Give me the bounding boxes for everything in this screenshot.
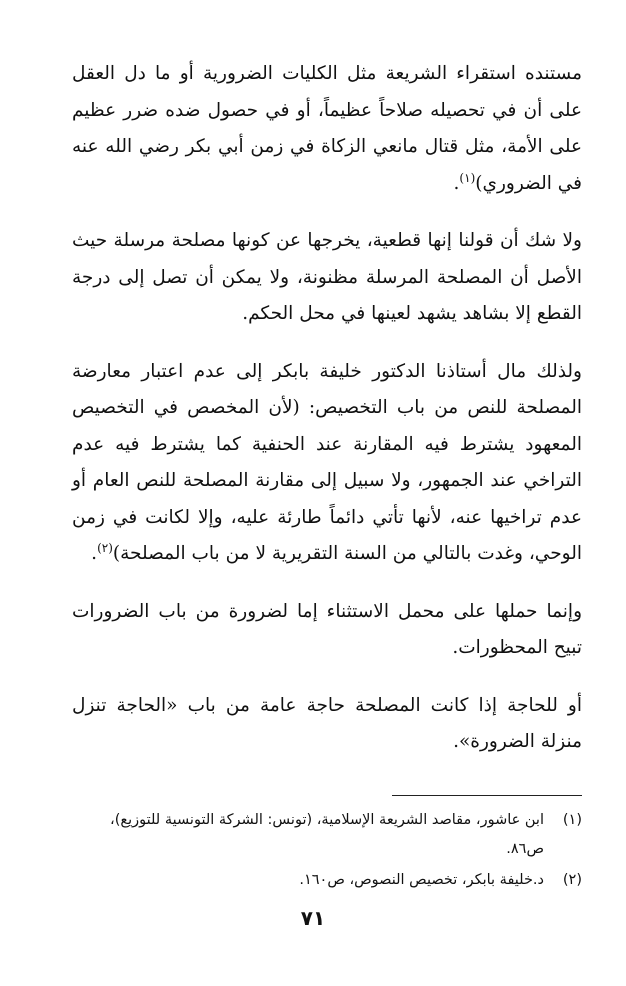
footnote-divider [392,795,582,796]
paragraph-4-text: وإنما حملها على محمل الاستثناء إما لضرورة من باب الضرورات تبيح المحظورات. [72,600,582,658]
paragraph-2 [72,223,582,333]
paragraph-1-text: مستنده استقراء الشريعة مثل الكليات الضرورية أو ما دل العقل على أن في تحصيله صلاحاً عظيماً، أو في حصول ضده ضرر عظيم على الأمة، مثل قتال مانعي الزكاة في زمن أبي بكر رضي الله عنه في الضروري) [72,63,582,194]
page-number: ٧١ [300,906,326,930]
footnote-1 [72,806,582,864]
page-body [72,56,582,782]
paragraph-3 [72,354,582,573]
paragraph-3-text: ولذلك مال أستاذنا الدكتور خليفة بابكر إلى عدم اعتبار معارضة المصلحة للنص من باب التخصيص: (لأن المخصص في التخصيص المعهود يشترط فيه المقارنة عند الحنفية كما يشترط فيه عدم التراخي عند الجمهور، ولا سبيل إلى مقارنة المصلحة للنص العام أو عدم تراخيها عنه، لأنها تأتي دائماً طارئة عليه، وإلا لكانت في زمن الوحي، وغدت بالتالي من السنة التقريرية لا من باب المصلحة) [72,360,582,564]
paragraph-2-text: ولا شك أن قولنا إنها قطعية، يخرجها عن كونها مصلحة مرسلة حيث الأصل أن المصلحة المرسلة مظنونة، ولا يمكن أن تصل إلى درجة القطع إلا بشاهد يشهد لعينها في محل الحكم. [72,230,582,324]
footnote-ref-1: (١) [459,170,476,185]
paragraph-4 [72,594,582,667]
paragraph-5-text: أو للحاجة إذا كانت المصلحة حاجة عامة من باب «الحاجة تنزل منزلة الضرورة». [72,694,582,752]
footnote-1-number: (١) [562,812,582,828]
paragraph-5 [72,688,582,761]
paragraph-1 [72,56,582,202]
footnote-2-number: (٢) [562,872,582,888]
footnote-ref-2: (٢) [97,540,113,555]
footnote-2-text: د.خليفة بابكر، تخصيص النصوص، ص١٦٠. [299,872,544,888]
footnote-2 [72,866,582,895]
footnotes [72,806,582,897]
footnote-1-text: ابن عاشور، مقاصد الشريعة الإسلامية، (تونس: الشركة التونسية للتوزيع)، ص٨٦. [110,812,544,857]
paragraph-1-tail: . [453,172,460,194]
paragraph-3-tail: . [91,543,98,564]
